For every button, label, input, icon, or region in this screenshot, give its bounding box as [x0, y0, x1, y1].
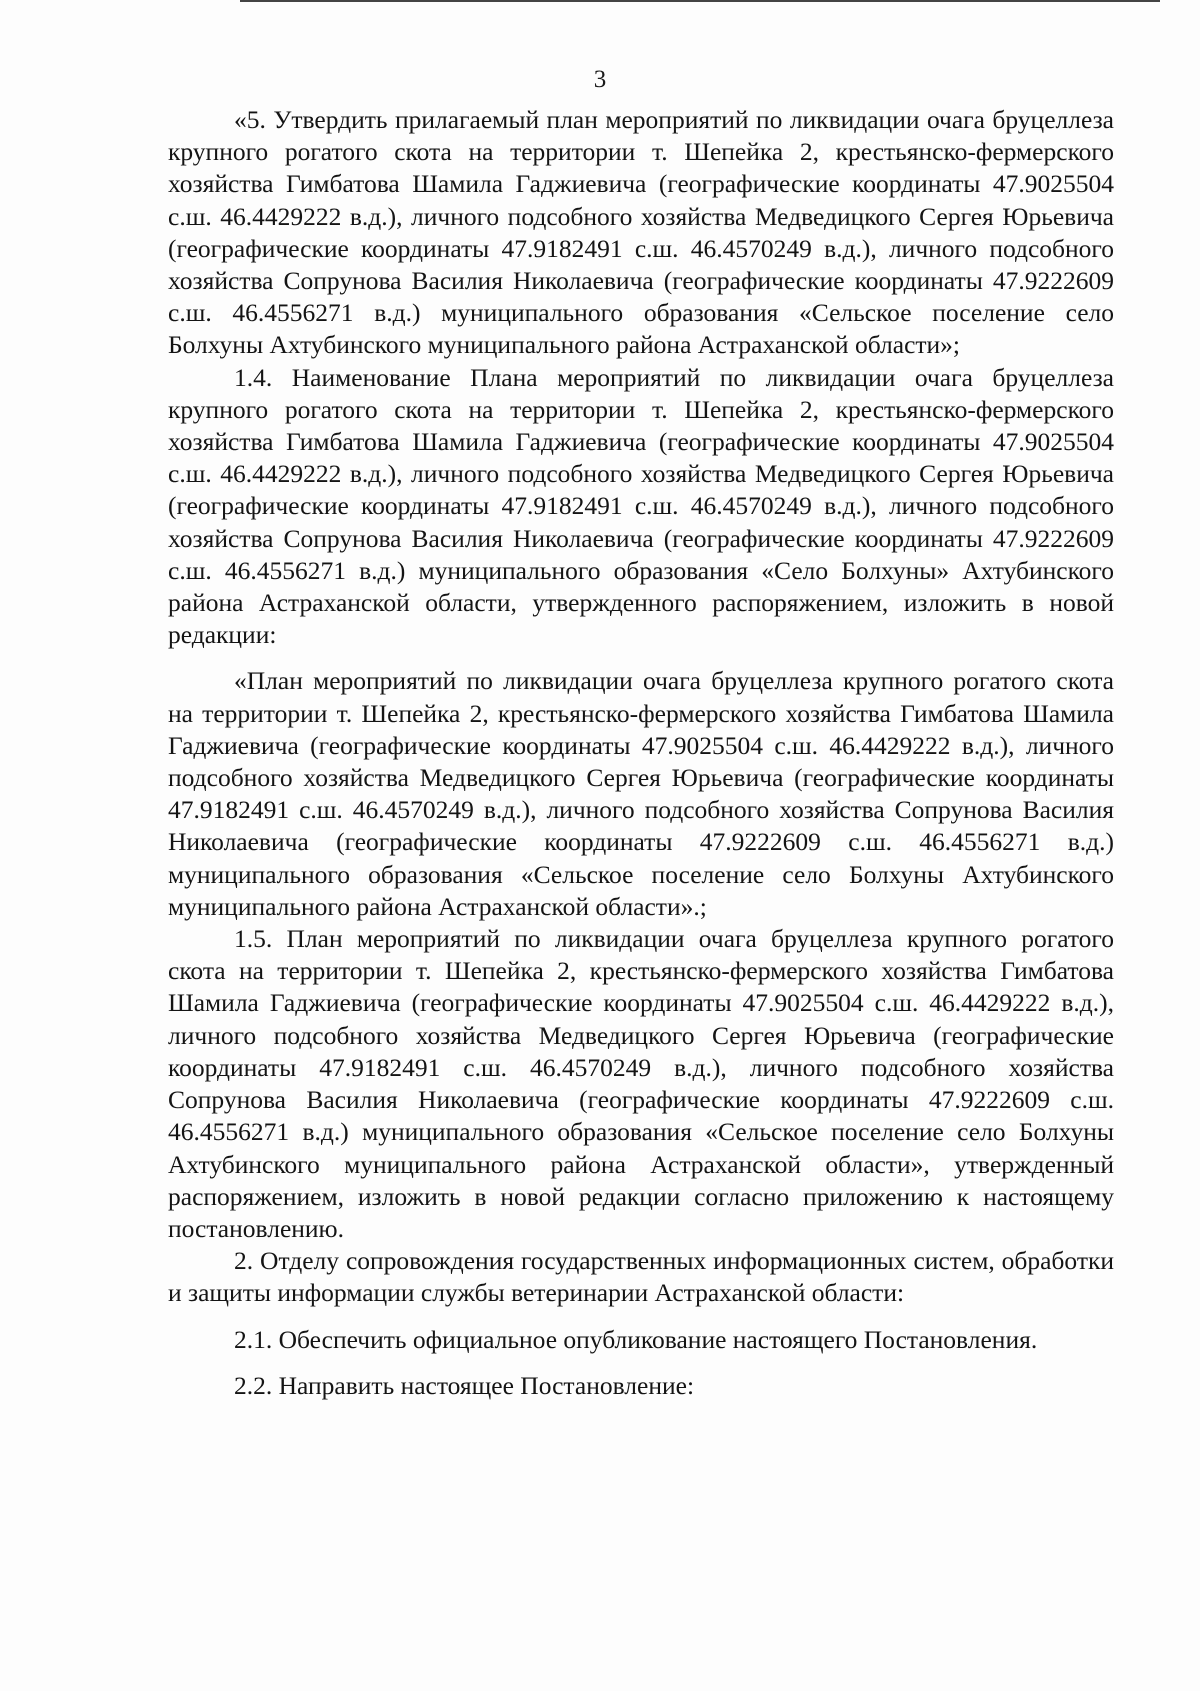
paragraph-2-2: 2.2. Направить настоящее Постановление: [234, 1370, 695, 1400]
paragraph-plan-title: «План мероприятий по ликвидации очага бруцеллеза крупного рогатого скота на территории т. Шепейка 2, крестьянско-фермерского хозяйства Гимбатова Шамила Гаджиевича (географические координаты 47.9025504 с.ш. 46.4429222 в.д.), личного подсобного хозяйства Медведицкого Сергея Юрьевича (географические координаты 47.9182491 с.ш. 46.4570249 в.д.), личного подсобного хозяйства Сопрунова Василия Николаевича (географические координаты 47.9222609 с.ш. 46.4556271 в.д.) муниципального образования «Сельское поселение село Болхуны Ахтубинского муниципального района Астраханской области».; [168, 666, 1114, 921]
paragraph-1-5: 1.5. План мероприятий по ликвидации очага бруцеллеза крупного рогатого скота на территории т. Шепейка 2, крестьянско-фермерского хозяйства Гимбатова Шамила Гаджиевича (географические координаты 47.9025504 с.ш. 46.4429222 в.д.), личного подсобного хозяйства Медведицкого Сергея Юрьевича (географические координаты 47.9182491 с.ш. 46.4570249 в.д.), личного подсобного хозяйства Сопрунова Василия Николаевича (географические координаты 47.9222609 с.ш. 46.4556271 в.д.) муниципального образования «Сельское поселение село Болхуны Ахтубинского муниципального района Астраханской области», утвержденный распоряжением, изложить в новой редакции согласно приложению к настоящему постановлению. [168, 924, 1114, 1243]
paragraph-2-1: 2.1. Обеспечить официальное опубликование настоящего Постановления. [234, 1324, 1038, 1354]
paragraph-1-4: 1.4. Наименование Плана мероприятий по ликвидации очага бруцеллеза крупного рогатого скота на территории т. Шепейка 2, крестьянско-фермерского хозяйства Гимбатова Шамила Гаджиевича (географические координаты 47.9025504 с.ш. 46.4429222 в.д.), личного подсобного хозяйства Медведицкого Сергея Юрьевича (географические координаты 47.9182491 с.ш. 46.4570249 в.д.), личного подсобного хозяйства Сопрунова Василия Николаевича (географические координаты 47.9222609 с.ш. 46.4556271 в.д.) муниципального образования «Село Болхуны» Ахтубинского района Астраханской области, утвержденного распоряжением, изложить в новой редакции: [168, 362, 1114, 650]
document-body [168, 104, 1114, 1402]
paragraph-2: 2. Отделу сопровождения государственных информационных систем, обработки и защиты информации службы ветеринарии Астраханской области: [168, 1246, 1114, 1308]
paragraph-item-5: «5. Утвердить прилагаемый план мероприятий по ликвидации очага бруцеллеза крупного рогатого скота на территории т. Шепейка 2, крестьянско-фермерского хозяйства Гимбатова Шамила Гаджиевича (географические координаты 47.9025504 с.ш. 46.4429222 в.д.), личного подсобного хозяйства Медведицкого Сергея Юрьевича (географические координаты 47.9182491 с.ш. 46.4570249 в.д.), личного подсобного хозяйства Сопрунова Василия Николаевича (географические координаты 47.9222609 с.ш. 46.4556271 в.д.) муниципального образования «Сельское поселение село Болхуны Ахтубинского муниципального района Астраханской области»; [168, 105, 1114, 360]
top-border-line [240, 0, 1160, 2]
page-number: 3 [593, 66, 607, 93]
